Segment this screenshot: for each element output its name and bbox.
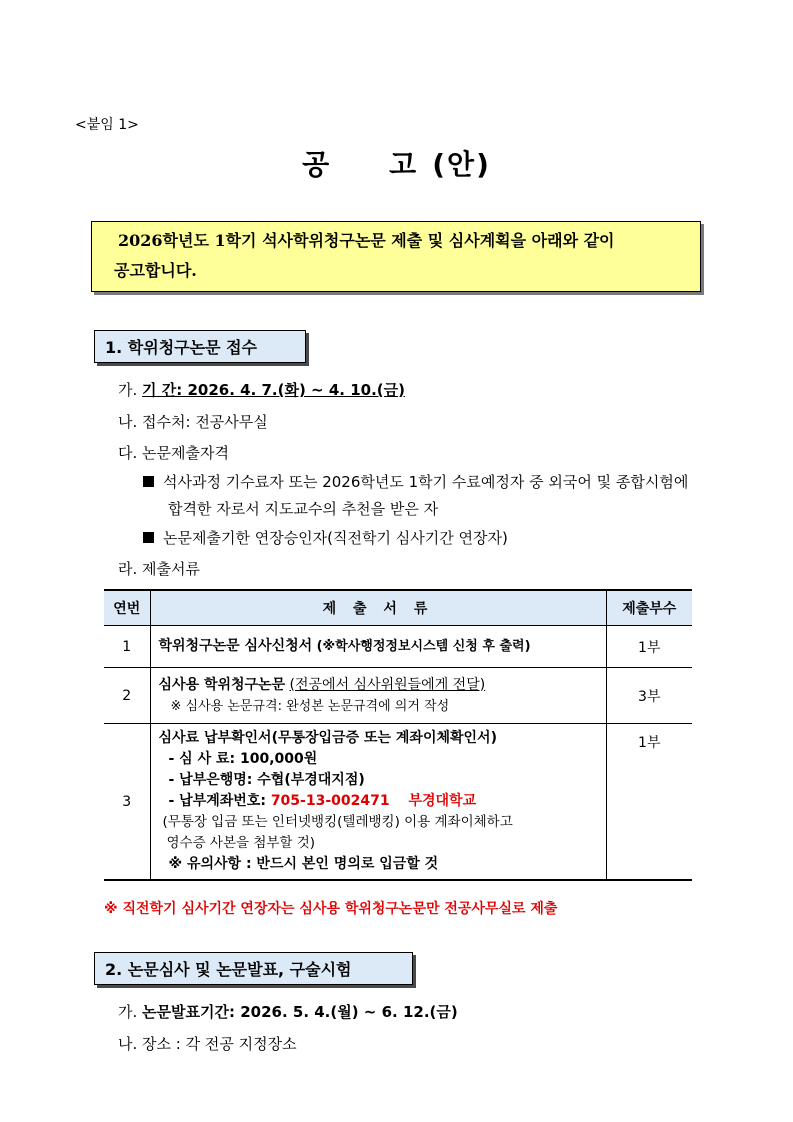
row-2-doc-note: (전공에서 심사위원들에게 전달) bbox=[289, 676, 486, 693]
row-1-copies: 1부 bbox=[606, 626, 692, 668]
title-char-3: (안) bbox=[432, 148, 491, 181]
attachment-label: <붙임 1> bbox=[75, 117, 139, 133]
eligibility-bullet-2 bbox=[143, 527, 508, 548]
notice-line-2: 공고합니다. bbox=[114, 261, 197, 280]
section-2-item-b: 나. 장소 : 각 전공 지정장소 bbox=[118, 1035, 297, 1053]
row-3-bank: - 납부은행명: 수협(부경대지점) bbox=[168, 772, 365, 788]
item-a-prefix: 가. bbox=[118, 1003, 138, 1021]
row-3-copies: 1부 bbox=[606, 724, 692, 881]
item-a-prefix: 가. bbox=[118, 381, 138, 399]
presentation-period: 논문발표기간: 2026. 5. 4.(월) ~ 6. 12.(금) bbox=[142, 1003, 458, 1021]
bullet-1-line-2: 합격한 자로서 지도교수의 추천을 받은 자 bbox=[168, 500, 439, 518]
documents-table bbox=[104, 589, 692, 881]
header-no: 연번 bbox=[104, 590, 150, 626]
table-row bbox=[104, 626, 692, 668]
row-2-doc bbox=[150, 668, 606, 724]
section-1-item-d: 라. 제출서류 bbox=[118, 560, 200, 578]
page-title bbox=[0, 143, 793, 183]
row-2-doc-title: 심사용 학위청구논문 bbox=[158, 676, 286, 693]
section-2-item-a bbox=[118, 1001, 458, 1022]
row-2-sub-note: ※ 심사용 논문규격: 완성본 논문규격에 의거 작성 bbox=[170, 698, 450, 714]
eligibility-bullet-1 bbox=[143, 471, 688, 492]
title-char-1: 공 bbox=[302, 148, 332, 181]
row-3-method-2: 영수증 사본을 첨부할 것) bbox=[166, 835, 316, 851]
extension-note: ※ 직전학기 심사기간 연장자는 심사용 학위청구논문만 전공사무실로 제출 bbox=[104, 901, 558, 917]
section-1-item-b: 나. 접수처: 전공사무실 bbox=[118, 413, 268, 431]
row-3-account bbox=[159, 791, 598, 812]
header-documents: 제 출 서 류 bbox=[150, 590, 606, 626]
row-2-no: 2 bbox=[104, 668, 150, 724]
submission-period: 기 간: 2026. 4. 7.(화) ~ 4. 10.(금) bbox=[142, 381, 405, 399]
account-holder: 부경대학교 bbox=[408, 793, 477, 809]
title-char-2: 고 bbox=[389, 148, 419, 181]
row-2-copies: 3부 bbox=[606, 668, 692, 724]
row-1-doc-note: (※학사행정정보시스템 신청 후 출력) bbox=[316, 639, 531, 654]
row-3-doc-title: 심사료 납부확인서(무통장입금증 또는 계좌이체확인서) bbox=[158, 730, 497, 746]
account-number: 705-13-002471 bbox=[270, 793, 390, 809]
row-1-doc-title: 학위청구논문 심사신청서 bbox=[158, 638, 313, 654]
section-1-item-a bbox=[118, 379, 405, 400]
notice-line-1: 2026학년도 1학기 석사학위청구논문 제출 및 심사계획을 아래와 같이 bbox=[118, 231, 615, 250]
section-1-item-c: 다. 논문제출자격 bbox=[118, 444, 229, 462]
account-label: - 납부계좌번호: bbox=[168, 793, 266, 809]
table-header-row bbox=[104, 590, 692, 626]
row-3-doc bbox=[150, 724, 606, 881]
notice-box bbox=[91, 221, 701, 292]
row-1-doc bbox=[150, 626, 606, 668]
table-row bbox=[104, 724, 692, 881]
row-3-no: 3 bbox=[104, 724, 150, 881]
row-3-fee: - 심 사 료: 100,000원 bbox=[168, 751, 318, 767]
header-copies: 제출부수 bbox=[606, 590, 692, 626]
row-3-method-1: (무통장 입금 또는 인터넷뱅킹(텔레뱅킹) 이용 계좌이체하고 bbox=[162, 814, 513, 830]
square-bullet-icon bbox=[143, 532, 154, 543]
section-2-heading: 2. 논문심사 및 논문발표, 구술시험 bbox=[94, 952, 413, 985]
table-row bbox=[104, 668, 692, 724]
row-3-caution: ※ 유의사항 : 반드시 본인 명의로 입금할 것 bbox=[168, 856, 439, 872]
row-1-no: 1 bbox=[104, 626, 150, 668]
square-bullet-icon bbox=[143, 476, 154, 487]
section-1-heading: 1. 학위청구논문 접수 bbox=[94, 330, 306, 363]
bullet-1-line-1: 석사과정 기수료자 또는 2026학년도 1학기 수료예정자 중 외국어 및 종합시험에 bbox=[163, 473, 689, 491]
bullet-2-text: 논문제출기한 연장승인자(직전학기 심사기간 연장자) bbox=[163, 529, 508, 547]
